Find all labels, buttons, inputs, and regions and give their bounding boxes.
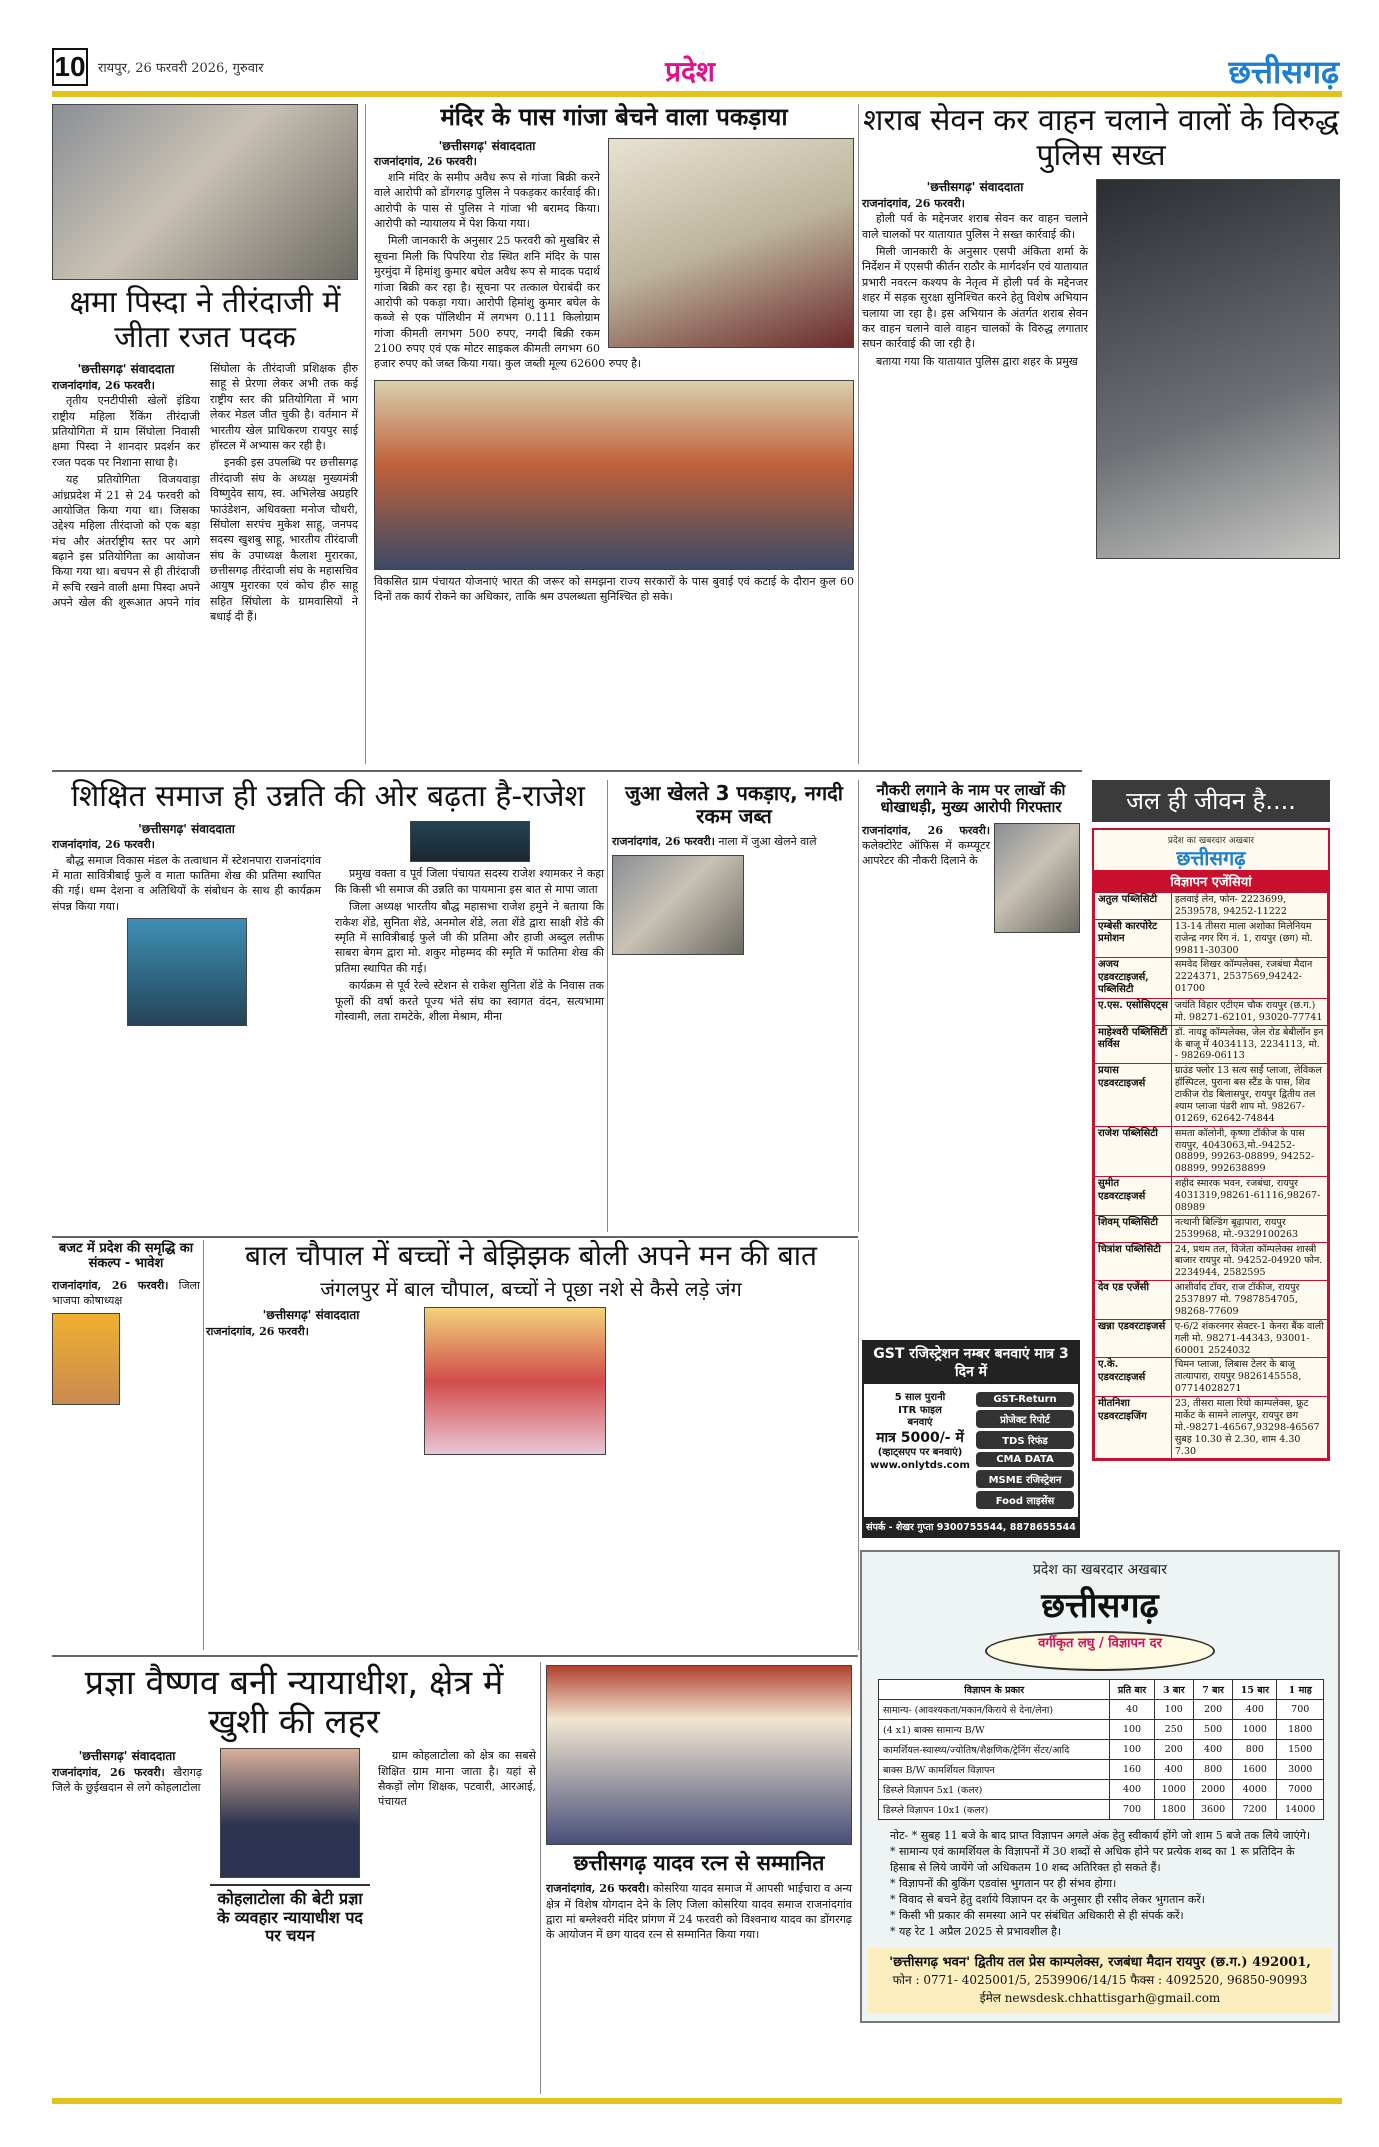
column-header: 15 बार [1233,1680,1277,1700]
article-dateline: राजनांदगांव, 26 फरवरी। [862,196,965,210]
phone-line: फोन : 0771- 4025001/5, 2539906/14/15 फैक्स : 4092520, 96850-90993 [892,1973,1308,1988]
masthead-logo: छत्तीसगढ़ [1228,53,1339,91]
paragraph: कोसरिया यादव समाज में आपसी भाईचारा व अन्य क्षेत्र में विशेष योगदान देने के लिए जिला कोसरिया यादव समाज राजनांदगांव द्वारा मां बम्लेश्वरी मंदिर प्रांगण में 24 फरवरी को विश्वनाथ यादव का डोंगरगढ़ के आयोजन में छग यादव रत्न से सम्मानित किया गया। [546,1882,852,1942]
pragya-article [52,1664,536,1951]
paragraph: ग्राम कोहलाटोला को क्षेत्र का सबसे शिक्षित ग्राम माना जाता है। यहां से सैकड़ों लोग शिक्षक, पटवारी, आरआई, पंचायत [378,1749,536,1809]
rate-notes [890,1828,1318,1940]
byline: 'छत्तीसगढ़' संवाददाता [77,362,175,376]
agency-row [1095,1358,1328,1397]
ganja-headline: मंदिर के पास गांजा बेचने वाला पकड़ाया [440,103,788,131]
section-rule [52,1655,858,1657]
article-dateline: राजनांदगांव, 26 फरवरी। [546,1882,650,1896]
ad-type: (4 x1) बाक्स सामान्य B/W [879,1720,1110,1740]
agency-row [1095,1215,1328,1242]
rates-title: वर्गीकृत लघु / विज्ञापन दर [985,1631,1215,1671]
agency-row [1095,919,1328,958]
pragya-headline: प्रज्ञा वैष्णव बनी न्यायाधीश, क्षेत्र में खुशी की लहर [84,1663,504,1743]
ad-type: सामान्य- (आवश्यकता/मकान/किराये से देना/लेना) [879,1700,1110,1720]
offer-line: 5 साल पुरानी [894,1392,946,1403]
paragraph: नाला में जुआ खेलने वाले [718,835,817,848]
children-chaupal-photo [424,1307,606,1455]
column-header: 7 बार [1193,1680,1232,1700]
job-fraud-body [862,823,990,869]
agency-name: मीतनिशा एडवरटाइजिंग [1095,1397,1172,1459]
education-article [52,780,604,1026]
top-rule [52,91,1342,97]
yadav-body [546,1881,852,1943]
column-header: 1 माह [1277,1680,1324,1700]
paragraph: मिली जानकारी के अनुसार एसपी अंकिता शर्मा के निर्देशन में एएसपी कीर्तन राठौर के मार्गदर्शन एवं यातायात प्रभारी नवरत्न कश्यप के नेतृत्व में होली पर्व के मद्देनजर शहर में सड़क सुरक्षा सुनिश्चित करने हेतु विशेष अभियान चलाया जा रहा है। इस अभियान के अंतर्गत शराब सेवन कर वाहन चलाने वाले वाहन चालकों के विरुद्ध लगातार सघन कार्रवाई की जा रही है। [862,244,1088,351]
gst-advertisement[interactable] [862,1340,1080,1538]
agency-name: खन्ना एडवरटाइजर्स [1095,1319,1172,1358]
rate-value: 400 [1233,1700,1277,1720]
rate-value: 500 [1193,1720,1232,1740]
rate-value: 2000 [1193,1780,1232,1800]
ad-agencies-box [1092,828,1330,1461]
rate-row [879,1800,1324,1820]
divider [365,104,366,764]
paragraph: खैरागढ़ जिले के छुईखदान से लगे कोहलाटोला [52,1765,203,1795]
agency-row [1095,1281,1328,1320]
service-list [976,1392,1074,1512]
ad-rates-box [860,1550,1340,2023]
group-meeting-photo [374,380,854,570]
ad-type: कामर्शियल-स्वास्थ्य/ज्योतिष/शैक्षणिक/ट्रेनिंग सेंटर/आदि [879,1740,1110,1760]
service-badge: TDS रिफंड [976,1431,1074,1449]
agency-address: समवेद शिखर कॉम्पलेक्स, रजबंधा मैदान 2224371, 2537569,94242-01700 [1171,958,1327,999]
agency-name: ए.एस. एसोसिएट्स [1095,998,1172,1025]
job-fraud-headline: नौकरी लगाने के नाम पर लाखों की धोखाधड़ी, मुख्य आरोपी गिरफ्तार [876,781,1066,817]
column-header: विज्ञापन के प्रकार [879,1680,1110,1700]
note-item: * सामान्य एवं कामर्शियल के विज्ञापनों में 30 शब्दों से अधिक होने पर प्रत्येक शब्द का 1 रू प्रतिदिन के हिसाब से लिये जायेंगे जो अधिकतम 10 शब्द अतिरिक्त हो सकते हैं। [890,1844,1295,1874]
byline: 'छत्तीसगढ़' संवाददाता [78,1749,176,1764]
yadav-headline: छत्तीसगढ़ यादव रत्न से सम्मानित [573,1851,825,1875]
email-line[interactable]: ईमेल newsdesk.chhattisgarh@gmail.com [979,1990,1221,2005]
rate-value: 7000 [1277,1780,1324,1800]
agency-row [1095,1319,1328,1358]
agency-address: आशीर्वाद टॉवर, राज टॉकीज, रायपुर 2537897 मो. 7987854705, 98268-77609 [1171,1281,1327,1320]
agency-name: माहेश्वरी पब्लिसिटी सर्विस [1095,1025,1172,1064]
rate-value: 700 [1110,1800,1154,1820]
agency-address: 23, तीसरा माला रियो काम्पलेक्स, फ्रूट मार्केट के सामने लालपुर, रायपुर छग मो.-98271-46567,93298-46567 सुबह 10.30 से 2.30, शाम 4.30 7.30 [1171,1397,1327,1459]
paragraph: तृतीय एनटीपीसी खेलों इंडिया राष्ट्रीय महिला रैंकिंग तीरंदाजी प्रतियोगिता में ग्राम सिंघोला निवासी क्षमा पिस्दा ने शानदार प्रदर्शन कर रजत पदक पर निशाना साधा है। [52,394,200,469]
article-dateline: राजनांदगांव, 26 फरवरी। [612,835,715,848]
paragraph: इनकी इस उपलब्धि पर छत्तीसगढ़ तीरंदाजी संघ के अध्यक्ष मुख्यमंत्री विष्णुदेव साय, स्व. अभिलेख अग्रहरि फाउंडेशन, अधिवक्ता मनोज चौधरी, सिंघोला सरपंच मुकेश साहू, जनपद सदस्य खुशबु साहू, भारतीय तीरंदाजी संघ के उपाध्यक्ष कैलाश मुरारका, छत्तीसगढ़ तीरंदाजी संघ के महासचिव आयुष मुरारका एवं कोच हीरु साहू सहित सिंघोला के ग्रामवासियों ने बधाई दी हैं। [210,456,358,624]
rate-value: 800 [1193,1760,1232,1780]
rate-value: 200 [1193,1700,1232,1720]
agency-row [1095,1126,1328,1177]
accused-portrait [994,823,1080,933]
divider [607,780,608,1232]
section-rule [52,770,1082,772]
rate-value: 800 [1233,1740,1277,1760]
pragya-body-left [52,1748,202,1796]
agency-address: 24, प्रथम तल, विजेता कॉम्पलेक्स शास्त्री बाजार रायपुर मो. 94252-04920 फोन. 2234944, 2582595 [1171,1242,1327,1281]
divider [540,1662,541,2094]
rate-value: 1600 [1233,1760,1277,1780]
bal-chaupal-subheadline: जंगलपुर में बाल चौपाल, बच्चों ने पूछा नशे से कैसे लड़े जंग [320,1277,742,1302]
agency-address: जयंति विहार एटीएम चौक रायपुर (छ.ग.) मो. 98271-62101, 93020-77741 [1171,998,1327,1025]
agency-name: देव एड एजेंसी [1095,1281,1172,1320]
gambling-body [612,834,856,849]
night-checking-photo [1096,179,1340,559]
rate-value: 7200 [1233,1800,1277,1820]
rate-value: 250 [1154,1720,1193,1740]
agency-address: शहीद स्मारक भवन, रजबंधा, रायपुर 4031319,98261-61116,98267-08989 [1171,1177,1327,1216]
rates-table [878,1679,1324,1820]
agency-row [1095,1025,1328,1064]
page-number: 10 [52,48,88,86]
paragraph: प्रमुख वक्ता व पूर्व जिला पंचायत सदस्य राजेश श्यामकर ने कहा कि किसी भी समाज की उन्नति का पायमाना इस बात से मापा जाता [335,867,604,896]
ad-type: बाक्स B/W कामर्शियल विज्ञापन [879,1760,1110,1780]
bottom-rule [52,2098,1342,2104]
offer-line: ITR फाइल [898,1404,942,1416]
ad-type: डिस्प्ले विज्ञापन 10x1 (कलर) [879,1800,1110,1820]
byline: 'छत्तीसगढ़' संवाददाता [262,1308,360,1323]
agency-name: शिवम् पब्लिसिटी [1095,1215,1172,1242]
education-headline: शिक्षित समाज ही उन्नति की ओर बढ़ता है-राजेश [71,779,585,814]
ganja-article [374,104,854,605]
paragraph: मिली जानकारी के अनुसार 25 फरवरी को मुखबिर से सूचना मिली कि पिपरिया रोड स्थित शनि मंदिर के पास मुरमुंदा में हिमांशु कुमार बघेल अवैध रूप से मादक पदार्थ गांजा बिक्री कर रहा है। सूचना पर तत्काल घेराबंदी कर आरोपी को पकड़ा गया। आरोपी हिमांशु कुमार बघेल के कब्जे से एक पॉलिथीन में लगभग 0.111 किलोग्राम गांजा कीमती लगभग 500 रुपए, नगदी बिक्री रकम 2100 रुपए एवं एक मोटर साइकल कीमती लगभग 60 हजार रुपए को जब्त किया गया। कुल जब्ती मूल्य 62600 रुपए है। [374,234,642,371]
byline: 'छत्तीसगढ़' संवाददाता [926,180,1024,194]
paragraph: कलेक्टोरेट ऑफिस में कम्प्यूटर आपरेटर की नौकरी दिलाने के [862,838,990,868]
rate-row [879,1780,1324,1800]
divider [203,1240,204,1650]
pragya-photo-block [210,1748,370,1951]
agency-name: चित्रांश पब्लिसिटी [1095,1242,1172,1281]
article-dateline: राजनांदगांव, 26 फरवरी। [52,1765,165,1779]
archery-body [52,361,358,625]
rate-value: 3600 [1193,1800,1232,1820]
rate-row [879,1720,1324,1740]
agency-address: 13-14 तीसरा माला अशोका मिलेनियम राजेन्द्र नगर रिंग नं. 1, रायपुर (छग) मो. 99811-30300 [1171,919,1327,958]
budget-body [52,1278,200,1309]
divider [858,104,859,764]
agency-name: राजेश पब्लिसिटी [1095,1126,1172,1177]
agency-address: चिमन प्लाजा, लिबास टेलर के बाजू तात्यापारा, रायपुर 9826145558, 07714028271 [1171,1358,1327,1397]
water-slogan-banner: जल ही जीवन है.... [1092,780,1330,822]
service-badge: GST-Return [976,1392,1074,1407]
rate-value: 200 [1154,1740,1193,1760]
article-dateline: राजनांदगांव, 26 फरवरी। [52,378,155,392]
note-item: नोट- * सुबह 11 बजे के बाद प्राप्त विज्ञापन अगले अंक हेतु स्वीकार्य होंगे जो शाम 5 बजे तक लिये जाएंगे। [890,1829,1311,1842]
divider [858,1240,859,1650]
section-rule [52,1236,858,1238]
itr-offer [868,1392,972,1472]
rate-row [879,1700,1324,1720]
rate-value: 400 [1154,1760,1193,1780]
rate-value: 100 [1154,1700,1193,1720]
agency-row [1095,1177,1328,1216]
rate-value: 40 [1110,1700,1154,1720]
yadav-article [546,1665,852,1943]
paragraph: यह प्रतियोगिता विजयवाड़ा आंध्रप्रदेश में 21 से 24 फरवरी को आयोजित किया गया था। जिसका उद्देश्य महिला तीरंदाजो को एक बड़ा मंच और अंतर्राष्ट्रीय स्तर पर आगे बढ़ाने इस प्रतियोगिता का आयोजन किया गया था। बचपन से ही तीरंदाजी में रूचि रखने वाली क्षमा पिस्दा अपने अपने खेल की शुरूआत अपने गांव सिंघोला के तीरंदाजी प्रशिक्षक हीरु साहू से प्रेरणा लेकर अभी तक कई राष्ट्रीय स्तर की प्रतियोगिता में भाग लेकर मेडल जीत चुकी है। वर्तमान में भारतीय खेल प्राधिकरण रायपुर साई हॉस्टल में अभ्यास कर रही है। [52,362,358,610]
drunk-driving-article [862,104,1340,559]
rate-value: 1000 [1154,1780,1193,1800]
note-item: * यह रेट 1 अप्रैल 2025 से प्रभावशील है। [890,1924,1062,1938]
drunk-driving-headline: शराब सेवन कर वाहन चलाने वालों के विरुद्ध पुलिस सख्त [862,103,1340,173]
paragraph: कार्यक्रम से पूर्व रेल्वे स्टेशन से राकेश सुनिता शेंडे के निवास तक फूलों की वर्षा करते पूज्य भंते संघ का स्वागत वंदन, सत्यभामा गोस्वामी, लता रामटेके, शीला मेश्राम, मीना [335,979,604,1023]
website-link[interactable]: www.onlytds.com [870,1459,970,1471]
bhavesh-portrait [52,1313,120,1405]
gst-contact: संपर्क - शेखर गुप्ता 9300755544, 8878655544 [864,1517,1078,1536]
offer-price: मात्र 5000/- में [876,1429,964,1446]
masthead-logo: छत्तीसगढ़ [1041,1586,1159,1626]
agency-name: प्रयास एडवरटाइजर्स [1095,1064,1172,1126]
service-badge: CMA DATA [976,1452,1074,1467]
rate-value: 400 [1193,1740,1232,1760]
gambling-article [612,782,856,955]
offer-line: बनवाएं [907,1417,933,1428]
rate-value: 160 [1110,1760,1154,1780]
agency-address: ग्राउंड फ्लोर 13 सत्य साईं प्लाजा, लेविकल हॉस्पिटल, पुराना बस स्टैंड के पास, शिव टाकीज रोड बिलासपुर, रायपुर द्वितीय तल श्याम प्लाजा पंडरी शाप मो. 98267-01269, 62642-74844 [1171,1064,1327,1126]
agency-address: डॉ. नायडू कॉम्पलेक्स, जेल रोड बेबीलॉन इन के बाजू में 4034113, 2234113, मो. - 98269-06113 [1171,1025,1327,1064]
yadav-award-photo [546,1665,852,1845]
rate-value: 1800 [1277,1720,1324,1740]
budget-article [52,1242,200,1405]
rate-value: 3000 [1277,1760,1324,1780]
paragraph: शनि मंदिर के समीप अवैध रूप से गांजा बिक्री करने वाले आरोपी को डोंगरगढ़ पुलिस ने पकड़कर कार्रवाई की। आरोपी के पास से पुलिस ने गांजा भी बरामद किया। आरोपी को न्यायालय में पेश किया गया। [374,170,600,230]
tagline: प्रदेश का खबरदार अखबार [1032,1562,1168,1578]
rate-value: 100 [1110,1740,1154,1760]
agency-name: एम्बेसी कारपोरेट प्रमोशन [1095,919,1172,958]
article-dateline: राजनांदगांव, 26 फरवरी। [52,1278,169,1292]
offer-note: (व्हाट्सएप पर बनवाएं) [877,1447,963,1458]
education-body [52,821,604,1027]
paragraph: जिला अध्यक्ष भारतीय बौद्ध महासभा राजेश हमुने ने बताया कि राकेश शेंडे, सुनिता शेंडे, अनमोल शेंडे, लता शेंडे द्वारा साक्षी शेंडे की स्मृति में सावित्रीबाई फुले जी की प्रतिमा और हाजी अब्दुल लतीफ साबरा बेगम द्वारा मो. शकुर मोहम्मद की स्मृति में फातिमा शेख की प्रतिमा स्थापित की गई। [335,900,604,975]
group-photo-caption: विकसित ग्राम पंचायत योजनाएं भारत की जरूर को समझना राज्य सरकारों के पास बुवाई एवं कटाई के दौरान कुल 60 दिनों तक कार्य रोकने का अधिकार, ताकि श्रम उपलब्धता सुनिश्चित हो सके। [374,574,854,604]
agency-row [1095,1064,1328,1126]
article-dateline: राजनांदगांव, 26 फरवरी। [862,823,990,837]
bal-chaupal-headline: बाल चौपाल में बच्चों ने बेझिझक बोली अपने मन की बात [245,1239,817,1272]
ad-type: डिस्प्ले विज्ञापन 5x1 (कलर) [879,1780,1110,1800]
note-item: * विवाद से बचने हेतु दर्शाये विज्ञापन दर के अनुसार ही रसीद लेकर भुगतान करें। [890,1892,1205,1906]
rate-value: 1500 [1277,1740,1324,1760]
accused-photo [612,855,744,955]
rate-row [879,1740,1324,1760]
agency-name: अतुल पब्लिसिटी [1095,893,1172,920]
article-dateline: राजनांदगांव, 26 फरवरी। [374,155,477,169]
gambling-headline: जुआ खेलते 3 पकड़ाए, नगदी रकम जब्त [625,781,843,828]
office-address [868,1948,1332,2014]
agency-name: अजय एडवरटाइजर्स, पब्लिसिटी [1095,958,1172,999]
paragraph: बौद्ध समाज विकास मंडल के तत्वाधान में स्टेशनपारा राजनांदगांव में माता सावित्रीबाई फुले व माता फातिमा शेख की प्रतिमा स्थापित की गई। धम्म देशना व अतिथियों के संबोधन के साथ ही कार्यक्रम संपन्न किया गया। [52,853,321,913]
agencies-title: विज्ञापन एजेंसियां [1094,870,1328,892]
rate-value: 100 [1110,1720,1154,1740]
paragraph: जिला भाजपा कोषाध्यक्ष [52,1278,200,1308]
agency-address: हलवाई लेन, फोन- 2223699, 2539578, 94252-11222 [1171,893,1327,920]
masthead-logo: छत्तीसगढ़ [1176,846,1246,870]
agency-row [1095,998,1328,1025]
column-header: प्रति बार [1110,1680,1154,1700]
archery-headline: क्षमा पिस्दा ने तीरंदाजी में जीता रजत पदक [69,285,341,355]
rate-value: 1000 [1233,1720,1277,1740]
rate-value: 400 [1110,1780,1154,1800]
service-badge: प्रोजेक्ट रिपोर्ट [976,1410,1074,1428]
byline: 'छत्तीसगढ़' संवाददाता [438,138,536,153]
tagline: प्रदेश का खबरदार अखबार [1167,836,1255,846]
rate-value: 4000 [1233,1780,1277,1800]
pragya-body-right [378,1748,536,1812]
agency-row [1095,1242,1328,1281]
rate-value: 700 [1277,1700,1324,1720]
rate-value: 1800 [1154,1800,1193,1820]
budget-headline: बजट में प्रदेश की समृद्धि का संकल्प - भावेश [58,1241,194,1271]
paragraph: बताया गया कि यातायात पुलिस द्वारा शहर के प्रमुख [876,354,1078,368]
rate-row [879,1760,1324,1780]
dateline: रायपुर, 26 फरवरी 2026, गुरुवार [98,61,264,76]
address-line: 'छत्तीसगढ़ भवन' द्वितीय तल प्रेस काम्पलेक्स, रजबंधा मैदान रायपुर (छ.ग.) 492001, [889,1954,1311,1970]
agency-row [1095,958,1328,999]
rate-value: 14000 [1277,1800,1324,1820]
agency-name: सुमीत एडवरटाइजर्स [1095,1177,1172,1216]
agency-row [1095,893,1328,920]
service-badge: Food लाइसेंस [976,1491,1074,1509]
section-title: प्रदेश [665,55,715,88]
archery-photo [52,104,358,280]
agency-name: ए.के. एडवरटाइजर्स [1095,1358,1172,1397]
bal-chaupal-article [206,1240,856,1455]
article-dateline: राजनांदगांव, 26 फरवरी। [52,838,155,852]
gst-ad-headline: GST रजिस्ट्रेशन नम्बर बनवाएं मात्र 3 दिन में [864,1342,1078,1384]
job-fraud-article [862,782,1080,933]
divider [858,780,859,1232]
archery-article [52,104,358,625]
agency-address: समता कॉलोनी, कृष्णा टॉकीज के पास रायपुर, 4043063,मो.-94252-08899, 99263-08899, 94252-08899, 992638899 [1171,1126,1327,1177]
column-header: 3 बार [1154,1680,1193,1700]
note-item: * विज्ञापनों की बुकिंग एडवांस भुगतान पर ही संभव होगा। [890,1876,1117,1890]
article-dateline: राजनांदगांव, 26 फरवरी। [206,1324,309,1338]
service-badge: MSME रजिस्ट्रेशन [976,1470,1074,1488]
police-arrest-photo [608,138,854,348]
drunk-driving-body [862,179,1088,371]
byline: 'छत्तीसगढ़' संवाददाता [138,821,235,836]
note-item: * किसी भी प्रकार की समस्या आने पर संबंधित अधिकारी से ही संपर्क करें। [890,1908,1184,1922]
pragya-portrait [220,1748,360,1878]
paragraph: होली पर्व के मद्देनजर शराब सेवन कर वाहन चलाने वाले चालकों पर यातायात पुलिस ने सख्त कार्रवाई की। [862,212,1088,241]
pragya-photo-caption: कोहलाटोला की बेटी प्रज्ञा के व्यवहार न्यायाधीश पद पर चयन [210,1884,370,1945]
bal-chaupal-body [206,1307,416,1339]
agency-row [1095,1397,1328,1459]
agency-address: ए-6/2 शंकरनगर सेक्टर-1 केनरा बैंक वाली गली मो. 98271-44343, 93001-60001 2524032 [1171,1319,1327,1358]
agency-address: नत्थानी बिल्डिंग बूढ़ापारा, रायपुर 2539968, मो.-9329100263 [1171,1215,1327,1242]
